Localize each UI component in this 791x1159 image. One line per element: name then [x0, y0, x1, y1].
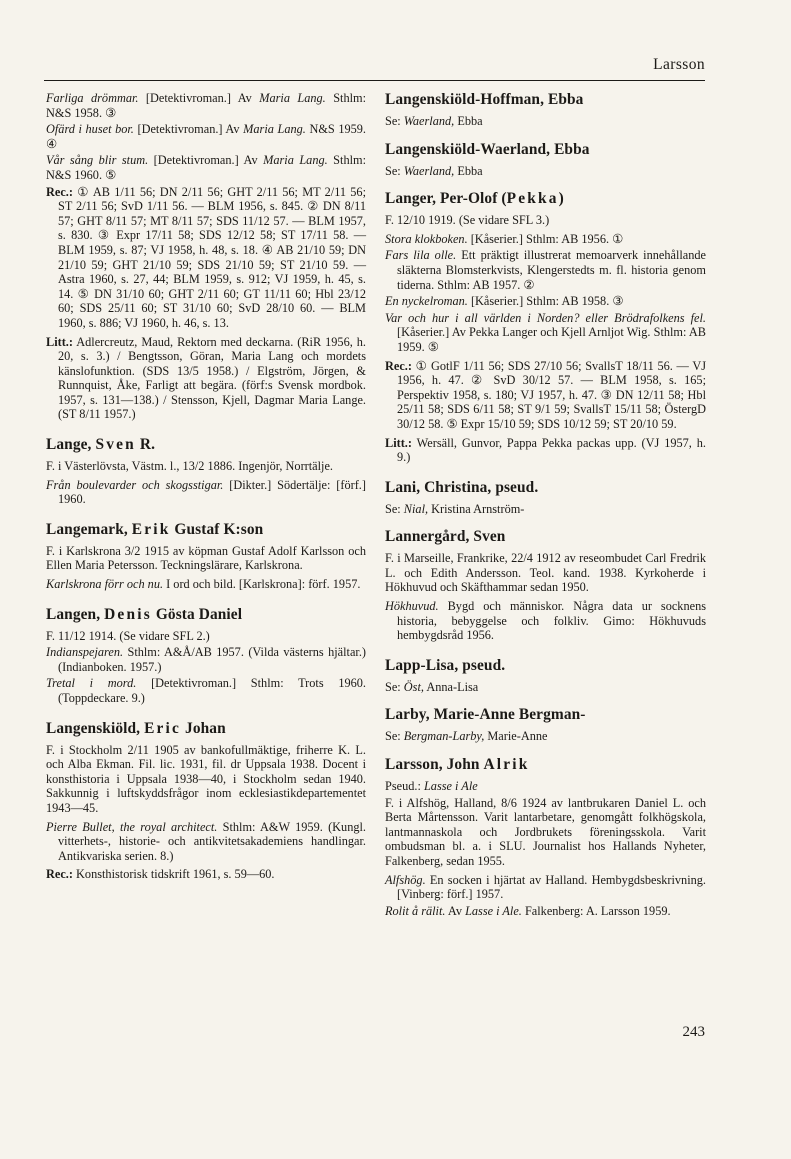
entry-heading: Larsson, John Alrik: [385, 756, 530, 774]
entry-line: Tretal i mord. [Detektivroman.] Sthlm: Trots 1960. (Toppdeckare. 9.): [46, 676, 367, 705]
entry-line: Fars lila olle. Ett präktigt illustrerat memoarverk innehållande släkterna Blomsterkvists, Klengerstedts m. fl. historia genom tiderna. Sthlm: AB 1957. ②: [385, 248, 706, 292]
entry-line: Från boulevarder och skogsstigar. [Dikter.] Södertälje: [förf.] 1960.: [46, 477, 366, 507]
entry-line: En nyckelroman. [Kåserier.] Sthlm: AB 1958. ③: [385, 294, 624, 309]
bio-entry: [385, 706, 706, 744]
bio-entry: [385, 141, 706, 179]
right-column: [385, 91, 706, 932]
entry-line: F. i Marseille, Frankrike, 22/4 1912 av reseombudet Carl Fredrik L. och Edith Andersson. Teol. kand. 1938. Kyrkoherde i Hökhuvud och Skäfthammar sedan 1950.: [385, 551, 706, 595]
entry-heading: Lani, Christina, pseud.: [385, 478, 539, 496]
entry-line: Vår sång blir stum. [Detektivroman.] Av Maria Lang. Sthlm: N&S 1960. ⑤: [46, 153, 366, 182]
page-number: 243: [682, 1024, 705, 1040]
entry-line: Var och hur i all världen i Norden? eller Brödrafolkens fel. [Kåserier.] Av Pekka Langer och Kjell Arnljot Wig. Sthlm: AB 1959. ⑤: [385, 310, 706, 354]
entry-line: Litt.: Wersäll, Gunvor, Pappa Pekka packas upp. (VJ 1957, h. 9.): [385, 435, 706, 465]
continued-lines: [46, 91, 366, 422]
header-rule: [44, 80, 705, 81]
entry-line: Pseud.: Lasse i Ale: [385, 779, 478, 794]
entry-line: Se: Nial, Kristina Arnström-: [385, 501, 525, 516]
bio-entry: [46, 521, 366, 592]
entry-line: F. i Alfshög, Halland, 8/6 1924 av lantbrukaren Daniel L. och Berta Mårtensson. Varit lantarbetare, genomgått folkhögskola, lantmannaskola och Jordbrukets föreningsskola. Varit ombudsman bl. a. i SLU. Journalist hos Hallands Nyheter, Falkenberg, sedan 1955.: [385, 795, 706, 868]
entry-heading: Langenskiöld, Eric Johan: [46, 719, 226, 737]
bio-entry: [385, 657, 706, 695]
entry-line: F. 12/10 1919. (Se vidare SFL 3.): [385, 213, 550, 228]
bio-entry: [385, 91, 706, 129]
entry-line: Se: Öst, Anna-Lisa: [385, 679, 479, 694]
entry-heading: Lange, Sven R.: [46, 436, 156, 454]
bio-entry: [46, 436, 366, 507]
entry-heading: Langer, Per-Olof (Pekka): [385, 190, 564, 208]
entry-line: Karlskrona förr och nu. I ord och bild. [Karlskrona]: förf. 1957.: [46, 577, 361, 592]
bio-entry: [46, 606, 366, 706]
entry-heading: Langenskiöld-Waerland, Ebba: [385, 140, 590, 158]
entry-line: F. i Stockholm 2/11 1905 av bankofullmäktige, friherre K. L. och Alba Ekman. Fil. lic. 1931, fil. dr Uppsala 1938. Docent i konsthistoria i Uppsala 1938—40, i Stockholm sedan 1940. Sakkunnig i luftskyddsfrågor inom ecklesiastikdepartementet 1943—45.: [46, 742, 366, 815]
entry-line: Rec.: Konsthistorisk tidskrift 1961, s. 59—60.: [46, 867, 275, 882]
entry-line: Se: Waerland, Ebba: [385, 114, 483, 128]
right-entries: [385, 91, 706, 918]
continued-entry: [46, 91, 366, 422]
entry-line: F. i Västerlövsta, Västm. l., 13/2 1886. Ingenjör, Norrtälje.: [46, 459, 334, 474]
entry-line: Rec.: ① GotlF 1/11 56; SDS 27/10 56; SvallsT 18/11 56. — VJ 1956, h. 47. ② SvD 30/12 57. — BLM 1958, s. 165; Perspektiv 1958, s. 180; VJ 1957, h. 47. ③ DN 12/11 58; Hbl 25/11 58; SDS 6/11 58; ST 9/1 59; SvallsT 15/11 58; ÖstergD 30/12 58. ⑤ Expr 15/10 59; SDS 10/12 59; ST 20/10 59.: [385, 358, 706, 431]
entry-heading: Lapp-Lisa, pseud.: [385, 656, 506, 674]
entry-line: Ofärd i huset bor. [Detektivroman.] Av Maria Lang. N&S 1959. ④: [46, 122, 366, 151]
entry-heading: Langemark, Erik Gustaf K:son: [46, 520, 264, 538]
entry-line: F. 11/12 1914. (Se vidare SFL 2.): [46, 628, 210, 643]
left-column: [46, 91, 366, 896]
entry-heading: Larby, Marie-Anne Bergman-: [385, 706, 586, 724]
entry-heading: Lannergård, Sven: [385, 528, 506, 546]
entry-line: F. i Karlskrona 3/2 1915 av köpman Gustaf Adolf Karlsson och Ellen Maria Petersson. Teckningslärare, Karlskrona.: [46, 543, 366, 573]
entry-line: Pierre Bullet, the royal architect. Sthlm: A&W 1959. (Kungl. vitterhets-, historie- och antikvitetsakademiens handlingar. Antikvariska serien. 8.): [46, 819, 366, 863]
entry-heading: Langenskiöld-Hoffman, Ebba: [385, 91, 584, 108]
entry-line: Litt.: Adlercreutz, Maud, Rektorn med deckarna. (RiR 1956, h. 20, s. 3.) / Bengtsson, Göran, Maria Lang och mordets känslofunktion. (SDS 13/5 1958.) / Elgström, Jörgen, & Runnquist, Åke, Farligt att begära. (förf:s Svensk mordbok. 1957, s. 131—138.) / Stensson, Kjell, Dagmar Maria Lange. (ST 8/11 1957.): [46, 334, 366, 422]
entry-line: Alfshög. En socken i hjärtat av Halland. Hembygdsbeskrivning. [Vinberg: förf.] 1957.: [385, 872, 706, 902]
entry-line: Hökhuvud. Bygd och människor. Några data ur socknens historia, bebyggelse och folkliv. Gimo: Hökhuvuds hembygdsråd 1956.: [385, 599, 706, 643]
entry-line: Indianspejaren. Sthlm: A&Å/AB 1957. (Vilda västerns hjältar.) (Indianboken. 1957.): [46, 645, 366, 674]
bio-entry: [385, 190, 706, 465]
bio-entry: [46, 720, 366, 882]
entry-line: Farliga drömmar. [Detektivroman.] Av Maria Lang. Sthlm: N&S 1958. ③: [46, 91, 366, 120]
left-entries: [46, 436, 366, 882]
running-head: Larsson: [653, 56, 705, 73]
entry-line: Rec.: ① AB 1/11 56; DN 2/11 56; GHT 2/11 56; MT 2/11 56; ST 2/11 56; SvD 1/11 56. — BLM 1956, s. 845. ② DN 8/11 57; GHT 8/11 57; MT 8/11 57; SDS 11/12 57. — BLM 1957, s. 830. ③ Expr 17/11 58; SDS 12/12 58; ST 17/11 58. — BLM 1959, s. 87; VJ 1958, h. 48, s. 18. ④ AB 21/10 59; DN 21/10 59; GHT 21/10 59; SDS 21/10 59; ST 21/10 59. — Astra 1960, s. 27, 44; BLM 1959, s. 912; VJ 1959, h. 45, s. 14. ⑤ DN 31/10 60; GHT 2/11 60; GT 11/11 60; Hbl 23/12 60; SDS 25/11 60; ST 31/10 60; SvD 28/10 60. — BLM 1960, s. 886; VJ 1960, h. 46, s. 13.: [46, 184, 366, 330]
entry-heading: Langen, Denis Gösta Daniel: [46, 605, 243, 623]
entry-line: Stora klokboken. [Kåserier.] Sthlm: AB 1956. ①: [385, 231, 624, 246]
bio-entry: [385, 479, 706, 517]
entry-line: Rolit å rälit. Av Lasse i Ale. Falkenberg: A. Larsson 1959.: [385, 903, 671, 918]
entry-line: Se: Waerland, Ebba: [385, 163, 483, 178]
bio-entry: [385, 528, 706, 643]
bio-entry: [385, 756, 706, 918]
entry-line: Se: Bergman-Larby, Marie-Anne: [385, 729, 548, 744]
